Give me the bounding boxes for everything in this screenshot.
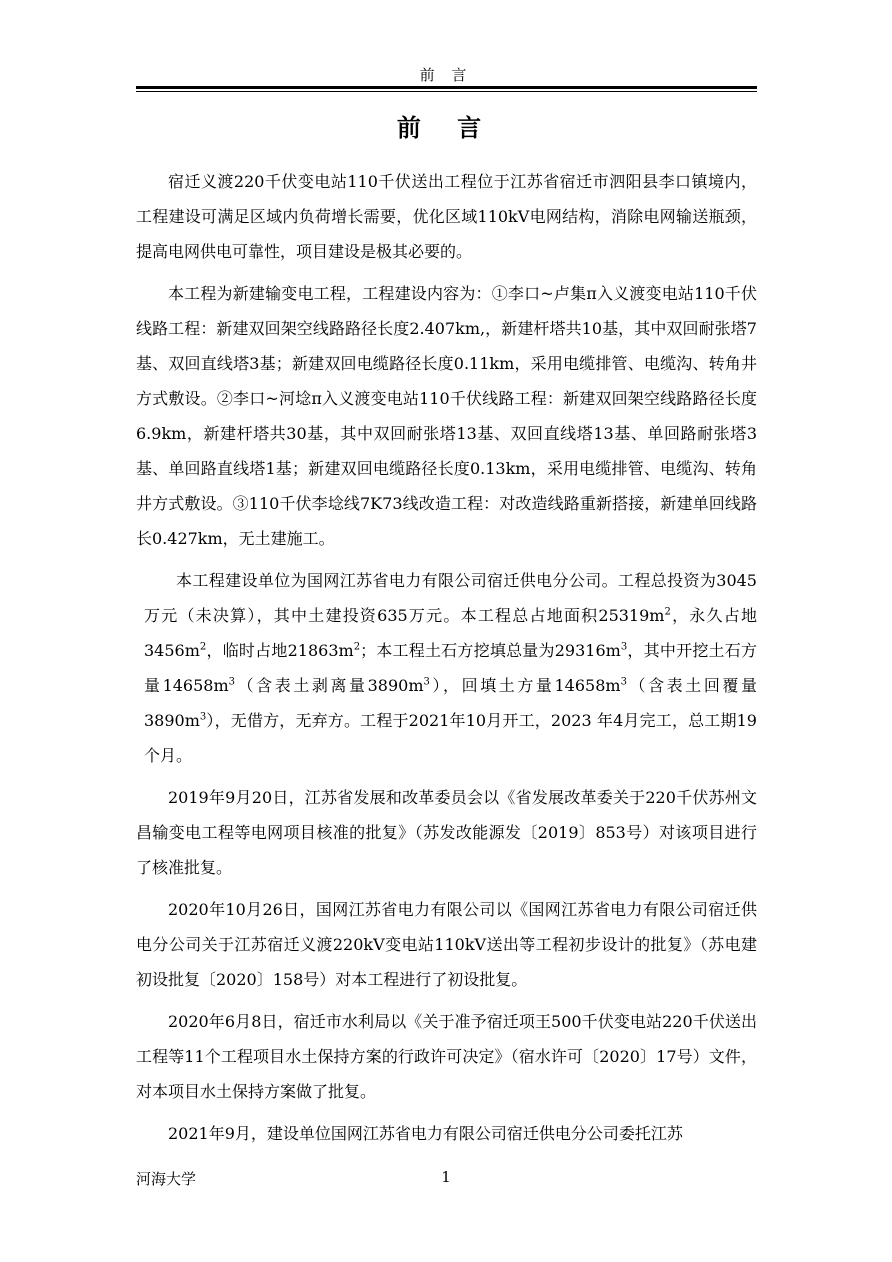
paragraph-construction-content: 本工程为新建输变电工程，工程建设内容为：①李口~卢集π入义渡变电站110千伏线路工程：新建双回架空线路路径长度2.407km,，新建杆塔共10基，其中双回耐张塔7基、双回直线塔3基；新建双回电缆路径长度0.11km，采用电缆排管、电缆沟、转角井方式敷设。②李口~河埝π入义渡变电站110千伏线路工程：新建双回架空线路路径长度6.9km，新建杆塔共30基，其中双回耐张塔13基、双回直线塔13基、单回路耐张塔3基、单回路直线塔1基；新建双回电缆路径长度0.13km，采用电缆排管、电缆沟、转角井方式敷设。③110千伏李埝线7K73线改造工程：对改造线路重新搭接，新建单回线路长0.427km，无土建施工。 (136, 284, 757, 548)
paragraph-investment: 本工程建设单位为国网江苏省电力有限公司宿迁供电分公司。工程总投资为3045万元（未决算），其中土建投资635万元。本工程总占地面积$25319m^2$，永久占地$3456m^2$，临时占地$21863m^2$；本工程土石方挖填总量为$29316m^3$，其中开挖土石方量$14658m^3$（含表土剥离量$3890m^3$），回填土方量$14658m^3$（含表土回覆量$3890m^3$），无借方，无弃方。工程于2021年10月开工，2023 年4月完工，总工期19个月。 (144, 571, 757, 765)
running-header: 前 言 (419, 66, 473, 84)
footer-organization: 河海大学 (136, 1170, 197, 1188)
paragraph-soil-water-approval: 2020年6月8日，宿迁市水利局以《关于准予宿迁项王500千伏变电站220千伏送出工程等11个工程项目水土保持方案的行政许可决定》（宿水许可〔2020〕17号）文件，对本项目水土保持方案做了批复。 (136, 1012, 757, 1101)
page-title: 前 言 (396, 113, 496, 142)
paragraph-approval-2019: 2019年9月20日，江苏省发展和改革委员会以《省发展改革委关于220千伏苏州文昌输变电工程等电网项目核准的批复》（苏发改能源发〔2019〕853号）对该项目进行了核准批复。 (136, 788, 757, 877)
header-rule-thin (136, 91, 757, 92)
paragraph-project-location: 宿迁义渡220千伏变电站110千伏送出工程位于江苏省宿迁市泗阳县李口镇境内，工程建设可满足区域内负荷增长需要，优化区域110kV电网结构，消除电网输送瓶颈，提高电网供电可靠性，项目建设是极其必要的。 (136, 172, 757, 261)
paragraph-commission-2021: 2021年9月，建设单位国网江苏省电力有限公司宿迁供电分公司委托江苏 (168, 1124, 683, 1143)
page-number: 1 (441, 1168, 451, 1186)
paragraph-design-approval-2020: 2020年10月26日，国网江苏省电力有限公司以《国网江苏省电力有限公司宿迁供电分公司关于江苏宿迁义渡220kV变电站110kV送出等工程初步设计的批复》（苏电建初设批复〔2020〕158号）对本工程进行了初设批复。 (136, 900, 757, 989)
body-text (136, 164, 757, 1151)
header-rule-thick (136, 86, 757, 89)
